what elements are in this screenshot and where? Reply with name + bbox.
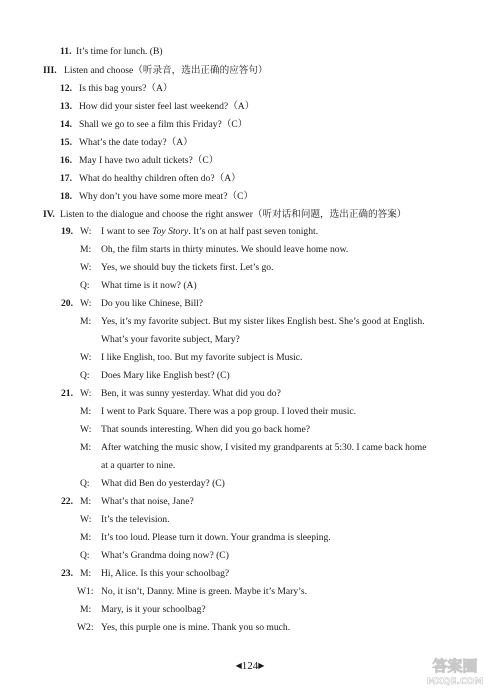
dialogue-line: What’s that noise, Jane? [101,496,194,507]
speaker-label: M: [80,442,92,453]
question-number: 16. [60,155,72,166]
speaker-label: M: [80,604,92,615]
question-number: 20. [61,298,73,309]
dialogue-line: What did Ben do yesterday? (C) [101,478,225,489]
section-heading: Listen and choose（听录音，选出正确的应答句） [64,65,268,76]
question-number: 13. [60,101,72,112]
speaker-label: W: [80,514,92,525]
speaker-label: W: [80,226,92,237]
dialogue-line: What’s Grandma doing now? (C) [101,550,229,561]
speaker-label: M: [80,244,92,255]
speaker-label: M: [80,532,92,543]
question-text: May I have two adult tickets?（C） [79,155,219,166]
question-number: 11. [60,46,72,57]
dialogue-line: Yes, we should buy the tickets first. Let’s go. [101,262,274,273]
dialogue-line: After watching the music show, I visited my grandparents at 5:30. I came back home [101,442,427,453]
dialogue-line: It’s the television. [101,514,170,525]
dialogue-line: Yes, it’s my favorite subject. But my sister likes English best. She’s good at English. [101,316,425,327]
page-number: 124 [241,660,259,672]
dialogue-line: What time is it now? (A) [101,280,197,291]
question-number: 15. [60,137,72,148]
right-triangle-icon: ▶ [258,661,265,670]
speaker-label: Q: [80,370,90,381]
speaker-label: W: [80,352,92,363]
question-number: 19. [61,226,73,237]
dialogue-line: I like English, too. But my favorite subject is Music. [101,352,303,363]
dialogue-line: Oh, the film starts in thirty minutes. We should leave home now. [101,244,349,255]
question-text: It’s time for lunch. (B) [76,46,163,57]
question-text: Why don’t you have some more meat?（C） [79,191,254,202]
question-number: 18. [60,191,72,202]
watermark-logo [418,654,492,688]
speaker-label: Q: [80,280,90,291]
section-number: III. [43,65,57,76]
speaker-label: W: [80,388,92,399]
dialogue-line: Does Mary like English best? (C) [101,370,230,381]
question-number: 14. [60,119,72,130]
dialogue-line: at a quarter to nine. [101,460,176,471]
question-text: What do healthy children often do?（A） [79,173,241,184]
speaker-label: M: [80,496,92,507]
dialogue-text: I want to see [101,226,153,237]
section-heading: Listen to the dialogue and choose the right answer（听对话和问题，选出正确的答案） [60,209,407,220]
dialogue-line: That sounds interesting. When did you go back home? [101,424,310,435]
question-text: Is this bag yours?（A） [79,83,173,94]
svg-text:MXQE.COM: MXQE.COM [426,677,484,687]
speaker-label: W1: [77,586,94,597]
question-text: What’s the date today?（A） [79,137,193,148]
question-number: 21. [61,388,73,399]
speaker-label: W: [80,298,92,309]
dialogue-line: I went to Park Square. There was a pop group. I loved their music. [101,406,357,417]
dialogue-line: Hi, Alice. Is this your schoolbag? [101,568,230,579]
dialogue-line: No, it isn’t, Danny. Mine is green. Maybe it’s Mary’s. [101,586,307,597]
speaker-label: W: [80,262,92,273]
question-text: How did your sister feel last weekend?（A） [79,101,255,112]
speaker-label: W2: [77,622,94,633]
film-title: Toy Story [152,226,189,237]
dialogue-line: What’s your favorite subject, Mary? [101,334,240,345]
dialogue-line [101,226,318,238]
speaker-label: M: [80,568,92,579]
speaker-label: M: [80,406,92,417]
question-number: 17. [60,173,72,184]
dialogue-line: Do you like Chinese, Bill? [101,298,204,309]
dialogue-line: Mary, is it your schoolbag? [101,604,206,615]
dialogue-line: It’s too loud. Please turn it down. Your grandma is sleeping. [101,532,331,543]
question-number: 23. [61,568,73,579]
left-triangle-icon: ◀ [235,661,242,670]
speaker-label: W: [80,424,92,435]
svg-text:答案圈: 答案圈 [432,657,478,675]
speaker-label: Q: [80,550,90,561]
section-number: IV. [43,209,55,220]
question-text: Shall we go to see a film this Friday?（C） [79,119,248,130]
question-number: 22. [61,496,73,507]
question-number: 12. [60,83,72,94]
speaker-label: Q: [80,478,90,489]
dialogue-text: . It’s on at half past seven tonight. [188,226,319,237]
dialogue-line: Yes, this purple one is mine. Thank you so much. [101,622,291,633]
dialogue-line: Ben, it was sunny yesterday. What did you do? [101,388,281,399]
speaker-label: M: [80,316,92,327]
